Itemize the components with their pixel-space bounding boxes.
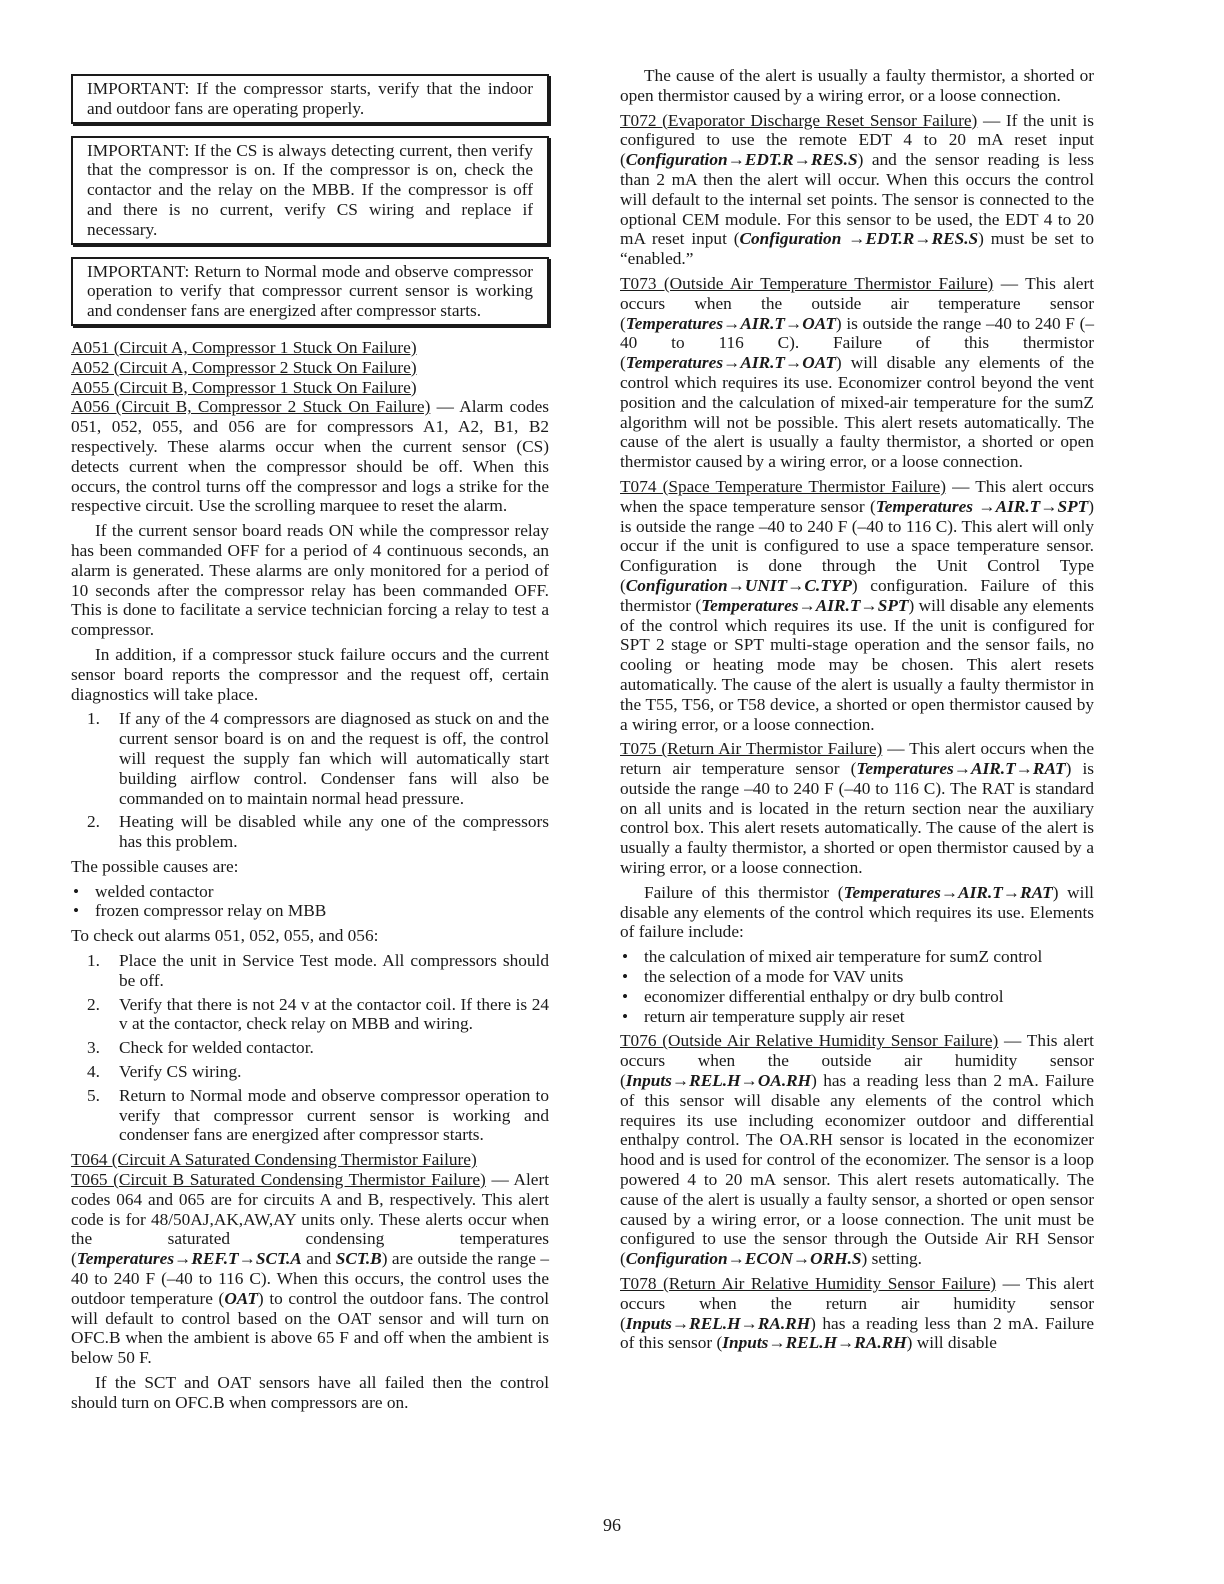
heading-t073: T073 (Outside Air Temperature Thermistor Failure) <box>620 273 994 293</box>
paragraph-t076: T076 (Outside Air Relative Humidity Sensor Failure) — This alert occurs when the outside air humidity sensor (Inputs→REL.H→OA.RH) has a reading less than 2 mA. Failure of this sensor will disable any elements of the control which requires its use including economizer outdoor and differential enthalpy control. The OA.RH sensor is located in the economizer hood and is used for control of the economizer. The sensor is a loop powered 4 to 20 mA sensor. This alert resets automatically. The cause of the alert is usually a faulty sensor, a shorted or open sensor caused by a wiring error, or a loose connection. The unit must be configured to use the sensor through the Outside Air RH Sensor (Configuration→ECON→ORH.S) setting. <box>620 1031 1094 1269</box>
paragraph-sct-oat: If the SCT and OAT sensors have all failed then the control should turn on OFC.B when compressors are on. <box>71 1373 549 1412</box>
paragraph-a056: A056 (Circuit B, Compressor 2 Stuck On Failure) — Alarm codes 051, 052, 055, and 056 are for compressors A1, A2, B1, B2 respectively. These alarms occur when the current sensor (CS) detects current when the compressor should be off. When this occurs, the control turns off the compressor and logs a strike for the respective circuit. Use the scrolling marquee to reset the alarm. <box>71 397 549 516</box>
list-item: • the calculation of mixed air temperature for sumZ control <box>622 947 1043 967</box>
list-item: • economizer differential enthalpy or dry bulb control <box>622 986 1004 1006</box>
paragraph-diagnostics: In addition, if a compressor stuck failure occurs and the current sensor board reports the compressor and the request off, certain diagnostics will take place. <box>71 644 549 704</box>
causes-list <box>71 882 549 922</box>
bullet-icon: • <box>622 967 629 987</box>
paragraph-t072: T072 (Evaporator Discharge Reset Sensor Failure) — If the unit is configured to use the remote EDT 4 to 20 mA reset input (Configuration→EDT.R→RES.S) and the sensor reading is less than 2 mA then the alert will occur. When this occurs the control will default to the internal set points. The sensor is connected to the optional CEM module. For this sensor to be used, the EDT 4 to 20 mA reset input (Configuration →EDT.R→RES.S) must be set to “enabled.” <box>620 110 1094 269</box>
page-number: 96 <box>603 1515 621 1535</box>
heading-t076: T076 (Outside Air Relative Humidity Sensor Failure) <box>620 1031 999 1051</box>
heading-a056: A056 (Circuit B, Compressor 2 Stuck On Failure) <box>71 397 431 417</box>
bullet-icon: • <box>73 881 80 901</box>
list-item: 2. Verify that there is not 24 v at the contactor coil. If there is 24 v at the contactor, check relay on MBB and wiring. <box>87 994 549 1034</box>
paragraph-current-sensor: If the current sensor board reads ON while the compressor relay has been commanded OFF for a period of 4 continuous seconds, an alarm is generated. These alarms are only monitored for a period of 10 seconds after the compressor relay has been commanded OFF. This is done to facilitate a service technician forcing a relay to test a compressor. <box>71 521 549 640</box>
paragraph-t074: T074 (Space Temperature Thermistor Failure) — This alert occurs when the space temperature sensor (Temperatures →AIR.T→SPT) is outside the range –40 to 240 F (–40 to 116 C). This alert will only occur if the unit is configured to use a space temperature sensor. Configuration is done through the Unit Control Type (Configuration→UNIT→C.TYP) configuration. Failure of this thermistor (Temperatures→AIR.T→SPT) will disable any elements of the control which requires its use. If the unit is configured for SPT 2 stage or SPT multi-stage operation and the sensor fails, no cooling or heating mode may be chosen. This alert resets automatically. The cause of the alert is usually a faulty thermistor in the T55, T56, or T58 device, a shorted or open thermistor caused by a wiring error, or a loose connection. <box>620 476 1095 734</box>
list-item: 3. Check for welded contactor. <box>87 1038 314 1058</box>
heading-t075: T075 (Return Air Thermistor Failure) <box>620 739 883 759</box>
bullet-icon: • <box>622 1006 629 1026</box>
list-item: 1. Place the unit in Service Test mode. All compressors should be off. <box>87 951 549 990</box>
heading-a051: A051 (Circuit A, Compressor 1 Stuck On Failure) <box>71 337 417 357</box>
heading-t078: T078 (Return Air Relative Humidity Sensor Failure) <box>620 1274 997 1294</box>
list-item: 4. Verify CS wiring. <box>87 1062 242 1082</box>
failure-elements-list <box>620 947 1094 1026</box>
check-out-list <box>71 951 549 1145</box>
bullet-icon: • <box>73 901 80 921</box>
paragraph-check-out: To check out alarms 051, 052, 055, and 056: <box>71 926 379 946</box>
paragraph-thermistor-failure: Failure of this thermistor (Temperatures→AIR.T→RAT) will disable any elements of the control which requires its use. Elements of failure include: <box>620 882 1094 942</box>
paragraph-t075: T075 (Return Air Thermistor Failure) — This alert occurs when the return air temperature sensor (Temperatures→AIR.T→RAT) is outside the range –40 to 240 F (–40 to 116 C). The RAT is standard on all units and is located in the return section near the auxiliary control box. This alert resets automatically. The cause of the alert is usually a faulty thermistor, a shorted or open thermistor caused by a wiring error, or a loose connection. <box>620 739 1094 878</box>
paragraph-alert-cause: The cause of the alert is usually a faulty thermistor, a shorted or open thermistor caused by a wiring error, or a loose connection. <box>620 66 1094 105</box>
list-item: • return air temperature supply air reset <box>622 1006 905 1026</box>
list-item: • frozen compressor relay on MBB <box>73 901 327 921</box>
important-note-normal-mode: IMPORTANT: Return to Normal mode and observe compressor operation to verify that compressor current sensor is working and condenser fans are energized after compressor starts. <box>71 257 549 326</box>
paragraph-t078: T078 (Return Air Relative Humidity Sensor Failure) — This alert occurs when the return air humidity sensor (Inputs→REL.H→RA.RH) has a reading less than 2 mA. Failure of this sensor (Inputs→REL.H→RA.RH) will disable <box>620 1274 1094 1353</box>
list-item: • the selection of a mode for VAV units <box>622 967 904 987</box>
heading-t074: T074 (Space Temperature Thermistor Failure) <box>620 476 946 496</box>
diagnostics-list <box>71 709 549 852</box>
heading-t072: T072 (Evaporator Discharge Reset Sensor Failure) <box>620 110 978 130</box>
paragraph-causes: The possible causes are: <box>71 856 239 876</box>
left-column <box>71 66 549 1418</box>
heading-t065: T065 (Circuit B Saturated Condensing Thermistor Failure) <box>71 1170 486 1190</box>
important-note-cs: IMPORTANT: If the CS is always detecting current, then verify that the compressor is on. If the compressor is on, check the contactor and the relay on the MBB. If the compressor is off and there is no current, verify CS wiring and replace if necessary. <box>71 136 549 245</box>
heading-t064: T064 (Circuit A Saturated Condensing Thermistor Failure) <box>71 1150 477 1170</box>
paragraph-t065: T065 (Circuit B Saturated Condensing Thermistor Failure) — Alert codes 064 and 065 are for circuits A and B, respectively. This alert code is for 48/50AJ,AK,AW,AY units only. These alerts occur when the saturated condensing temperatures (Temperatures→REF.T→SCT.A and SCT.B) are outside the range –40 to 240 F (–40 to 116 C). When this occurs, the control uses the outdoor temperature (OAT) to control the outdoor fans. The control will default to control based on the OAT sensor and will turn on OFC.B when the ambient is above 65 F and off when the ambient is below 50 F. <box>71 1170 550 1368</box>
paragraph-t073: T073 (Outside Air Temperature Thermistor Failure) — This alert occurs when the outside air temperature sensor (Temperatures→AIR.T→OAT) is outside the range –40 to 240 F (–40 to 116 C). Failure of this thermistor (Temperatures→AIR.T→OAT) will disable any elements of the control which requires its use. Economizer control beyond the vent position and the calculation of mixed-air temperature for the sumZ algorithm will not be possible. This alert resets automatically. The cause of the alert is usually a faulty thermistor, a shorted or open thermistor caused by a wiring error, or a loose connection. <box>620 273 1095 472</box>
right-column <box>620 66 1094 1358</box>
important-note-fans: IMPORTANT: If the compressor starts, verify that the indoor and outdoor fans are operating properly. <box>71 74 549 124</box>
heading-a052: A052 (Circuit A, Compressor 2 Stuck On Failure) <box>71 357 417 377</box>
list-item: 2. Heating will be disabled while any one of the compressors has this problem. <box>87 812 549 852</box>
heading-a055: A055 (Circuit B, Compressor 1 Stuck On Failure) <box>71 377 417 397</box>
list-item: 1. If any of the 4 compressors are diagnosed as stuck on and the current sensor board is on and the request is off, the control will request the supply fan which will automatically start building airflow control. Condenser fans will also be commanded on to maintain normal head pressure. <box>87 709 549 808</box>
bullet-icon: • <box>622 947 629 967</box>
list-item: 5. Return to Normal mode and observe compressor operation to verify that compressor current sensor is working and condenser fans are energized after compressor starts. <box>87 1085 549 1145</box>
list-item: • welded contactor <box>73 881 214 901</box>
bullet-icon: • <box>622 986 629 1006</box>
